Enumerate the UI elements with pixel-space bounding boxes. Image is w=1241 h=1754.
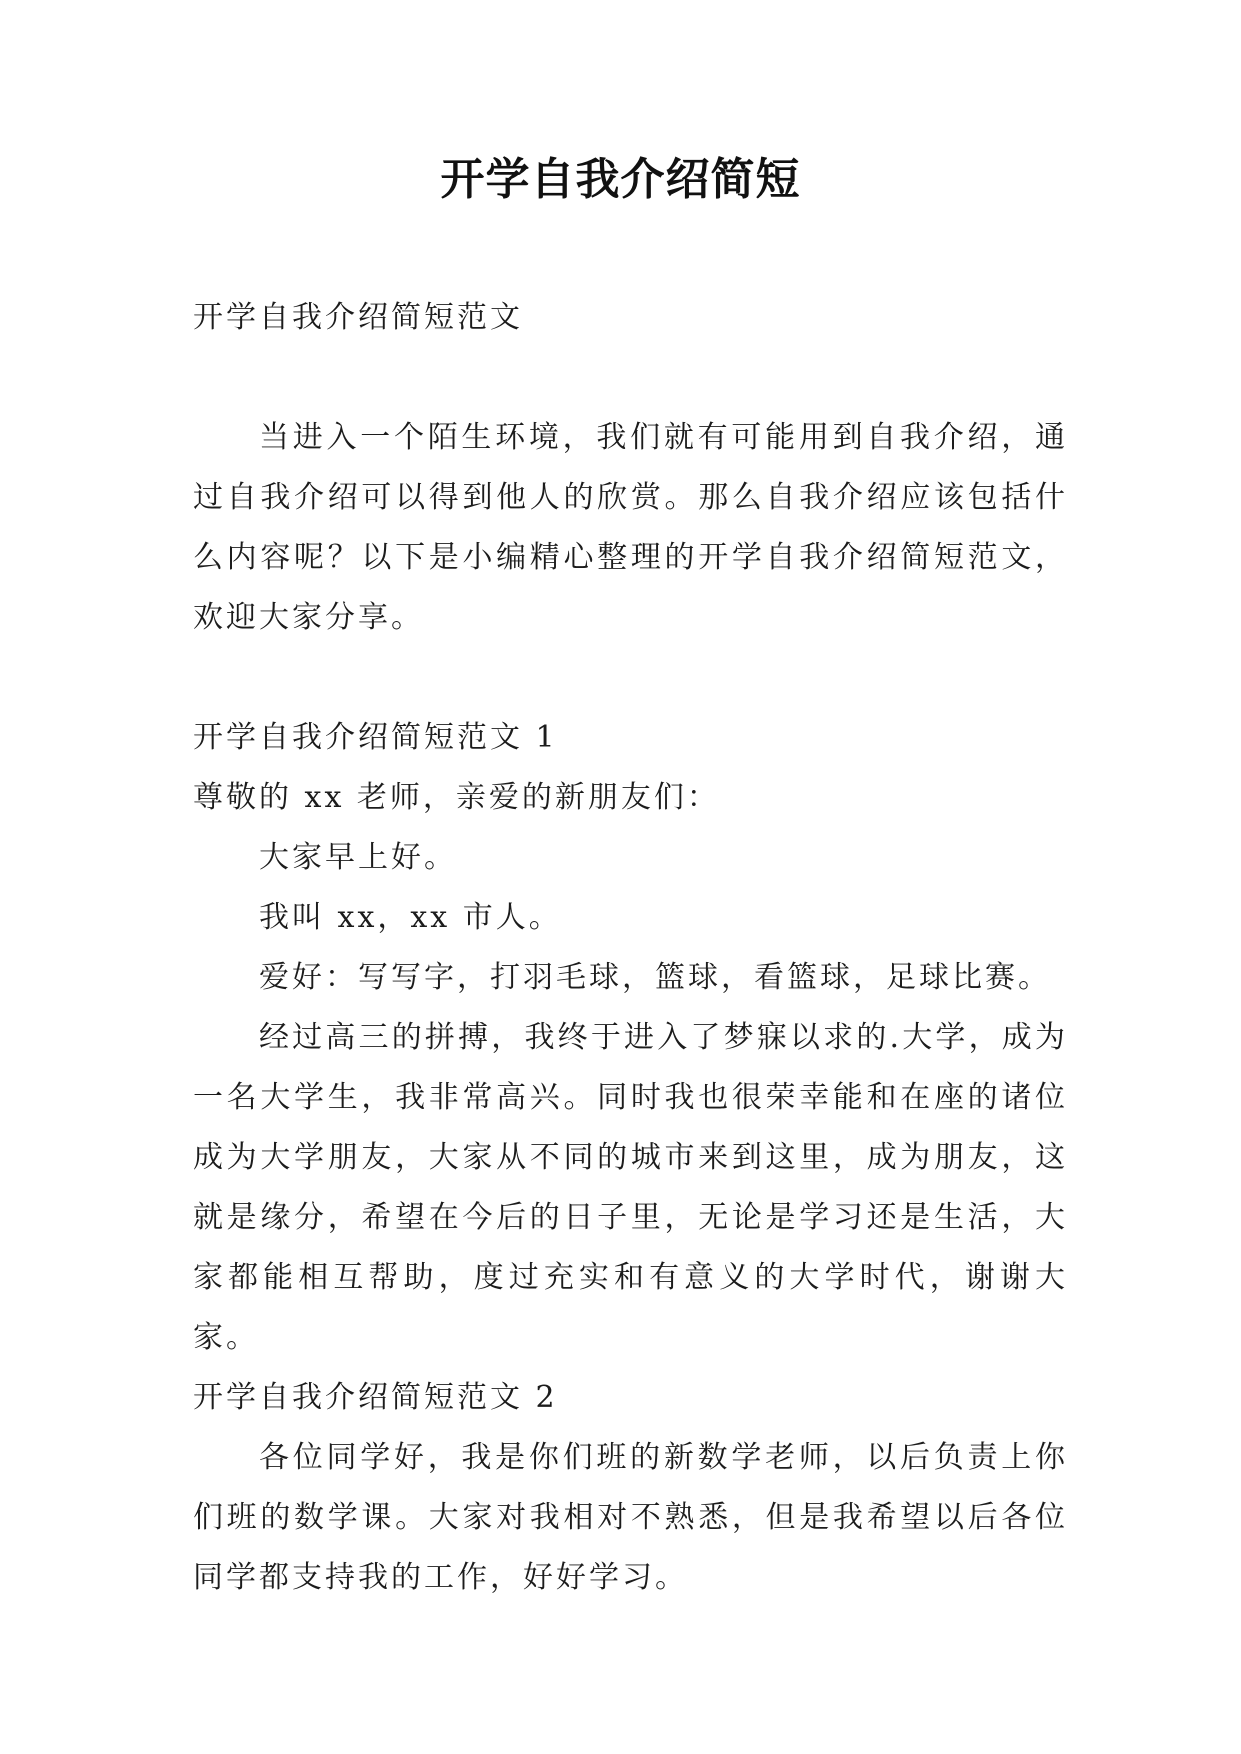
sample1-greeting: 大家早上好。 (259, 840, 457, 875)
document-title: 开学自我介绍简短 (440, 154, 801, 205)
sample1-hobby-line: 爱好：写写字，打羽毛球，篮球，看篮球，足球比赛。 (259, 960, 1051, 995)
sample2-heading: 开学自我介绍简短范文 2 (193, 1380, 558, 1415)
sample1-paragraph: 经过高三的拼搏，我终于进入了梦寐以求的.大学，成为一名大学生，我非常高兴。同时我也很荣幸能和在座的诸位成为大学朋友，大家从不同的城市来到这里，成为朋友，这就是缘分，希望在今后的日子里，无论是学习还是生活，大家都能相互帮助，度过充实和有意义的大学时代，谢谢大家。 (193, 1020, 1068, 1355)
spacer (193, 348, 1068, 408)
sample2-paragraph: 各位同学好，我是你们班的新数学老师，以后负责上你们班的数学课。大家对我相对不熟悉，但是我希望以后各位同学都支持我的工作，好好学习。 (193, 1440, 1068, 1595)
sample1-heading: 开学自我介绍简短范文 1 (193, 720, 558, 755)
sample1-salutation: 尊敬的 xx 老师，亲爱的新朋友们： (193, 780, 720, 815)
document-body (193, 288, 1068, 1608)
intro-paragraph: 当进入一个陌生环境，我们就有可能用到自我介绍，通过自我介绍可以得到他人的欣赏。那么自我介绍应该包括什么内容呢？以下是小编精心整理的开学自我介绍简短范文，欢迎大家分享。 (193, 420, 1068, 635)
sample1-name-line: 我叫 xx，xx 市人。 (259, 900, 562, 935)
subtitle: 开学自我介绍简短范文 (193, 300, 523, 335)
spacer (193, 648, 1068, 708)
